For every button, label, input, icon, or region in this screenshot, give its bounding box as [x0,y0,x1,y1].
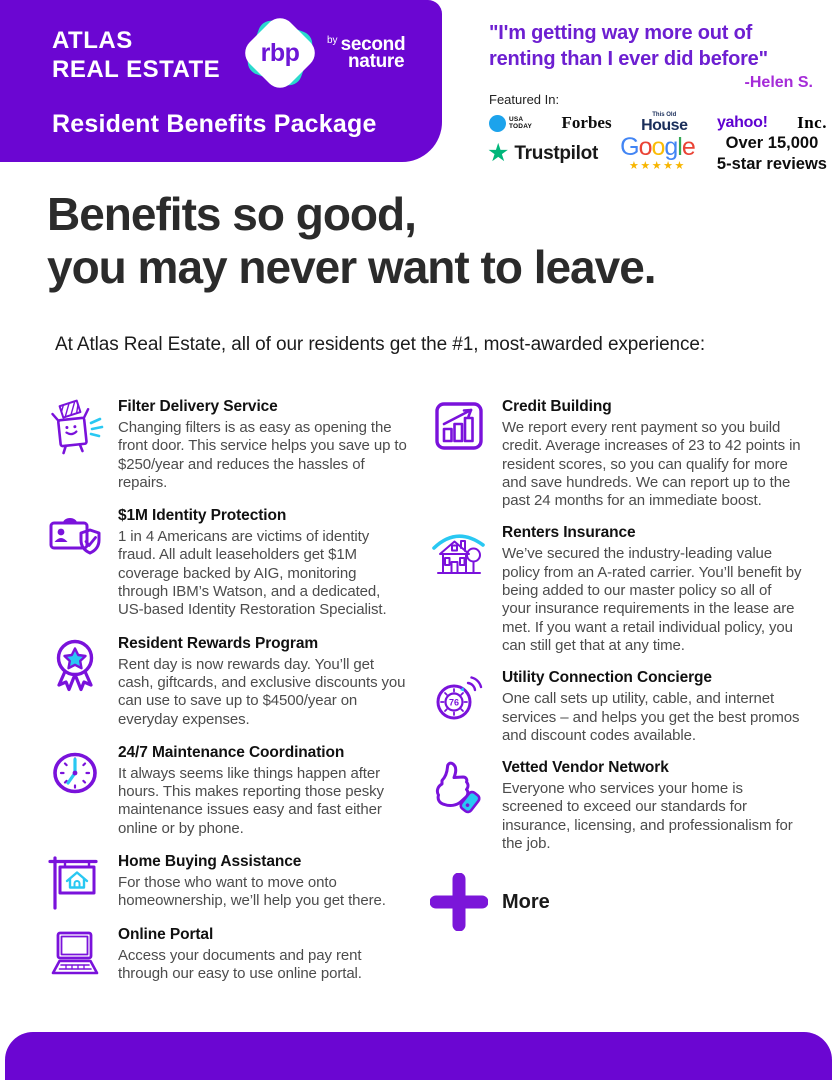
featured-in-label: Featured In: [489,92,560,107]
benefit-item-utility-concierge [430,669,802,745]
testimonial-attribution: -Helen S. [744,73,813,91]
filter-delivery-icon [46,398,104,456]
benefit-body: Everyone who services your home is screened to exceed our standards for insurance, licensing, and professionalism for the job. [502,780,793,853]
online-portal-laptop-icon [46,926,104,984]
trustpilot-star-icon: ★ [487,139,510,168]
benefit-body: For those who want to move onto homeownership, we’ll help you get there. [118,874,386,910]
benefit-title: $1M Identity Protection [118,507,287,525]
benefit-title: Online Portal [118,926,214,944]
benefit-item-resident-rewards [46,635,408,729]
testimonial-quote: "I'm getting way more out of renting than I ever did before" [489,22,768,71]
google-stars: ★★★★★ [629,160,686,173]
benefit-title: Resident Rewards Program [118,634,319,652]
benefit-body: One call sets up utility, cable, and internet services – and helps you get the best promos and discount codes available. [502,690,800,744]
rbp-badge-icon [243,16,317,90]
benefit-body: Changing filters is as easy as opening the front door. This service helps you save up to $250/year and reduces the hassles of repairs. [118,419,407,491]
by-label: by [327,35,338,46]
home-buying-sign-icon [46,853,104,911]
press-logos-row [489,112,827,134]
plus-icon [430,873,488,931]
google-logo: Google ★★★★★ [620,133,695,173]
headline: Benefits so good, you may never want to leave. [47,188,656,293]
utility-dial-icon [430,669,488,727]
second-label: second [340,34,406,55]
featured-in [489,92,827,134]
benefit-item-maintenance [46,744,408,838]
rbp-logo [243,16,405,90]
benefit-title: Credit Building [502,398,612,415]
benefit-item-filter-delivery [46,398,408,492]
this-old-house-logo: This Old House [641,112,688,134]
benefit-item-vetted-vendor [430,759,802,853]
identity-protection-icon [46,507,104,565]
package-title: Resident Benefits Package [52,110,377,138]
benefit-item-renters-insurance [430,524,802,655]
benefits-column-right [430,398,802,931]
yahoo-logo: yahoo! [716,114,768,131]
svg-text:76: 76 [448,697,460,708]
benefit-item-home-buying [46,853,408,911]
benefit-item-online-portal [46,926,408,984]
credit-building-chart-icon [430,398,488,456]
maintenance-clock-icon [46,744,104,802]
benefit-title: Vetted Vendor Network [502,759,669,777]
benefit-title: Home Buying Assistance [118,853,302,871]
usa-today-circle-icon [489,115,506,132]
more-label: More [502,890,550,913]
benefit-title: 24/7 Maintenance Coordination [118,743,345,761]
nature-label: nature [348,51,405,72]
trustpilot-logo: ★ Trustpilot [487,139,598,168]
usa-today-logo: USA TODAY [489,115,532,132]
brand-line2: REAL ESTATE [52,56,221,84]
brand-name [52,26,220,85]
bottom-bar [5,1032,832,1080]
reviews-count: Over 15,000 5-star reviews [716,134,827,173]
benefit-title: Filter Delivery Service [118,398,278,415]
renters-insurance-house-icon [430,524,488,582]
benefit-body: It always seems like things happen after hours. This makes reporting those pesky maintenance issues easy and fast either online or by phone. [118,764,384,837]
reviews-row [487,133,827,174]
rbp-wordmark: rbp [260,38,300,67]
benefit-body: 1 in 4 Americans are victims of identity fraud. All adult leaseholders get $1M coverage backed by AIG, monitoring through IBM’s Watson, and a dedicated, US-based Identity Restoration Specialist. [118,528,387,619]
benefits-column-left [46,398,408,984]
thumbs-up-icon [430,759,488,817]
testimonial [489,20,823,92]
brand-line1: ATLAS [52,27,133,54]
benefit-title: Renters Insurance [502,524,636,542]
header-banner [0,0,442,162]
benefit-body: We report every rent payment so you build credit. Average increases of 23 to 42 points in resident scores, so you can qualify for more and save hundreds. We can report up to the past 24 months for an immediate boost. [502,419,801,510]
benefit-item-more [430,873,802,931]
benefit-title: Utility Connection Concierge [502,669,712,687]
inc-logo: Inc. [797,113,827,132]
benefit-body: Access your documents and pay rent through our easy to use online portal. [118,947,362,983]
second-nature-logo [327,35,405,71]
resident-rewards-icon [46,635,104,693]
forbes-logo: Forbes [561,113,612,132]
benefit-item-credit-building [430,398,802,510]
subheadline: At Atlas Real Estate, all of our residents get the #1, most-awarded experience: [55,334,706,355]
benefit-item-identity-protection [46,507,408,619]
benefit-body: Rent day is now rewards day. You’ll get cash, giftcards, and exclusive discounts you can use to save up to $4500/year on everyday expenses. [118,655,406,728]
benefit-body: We’ve secured the industry-leading value policy from an A-rated carrier. You’ll benefit by being added to our master policy so all of your insurance requirements in the lease are met. If you want a retail individual policy, you can still get that at any time. [502,545,802,654]
